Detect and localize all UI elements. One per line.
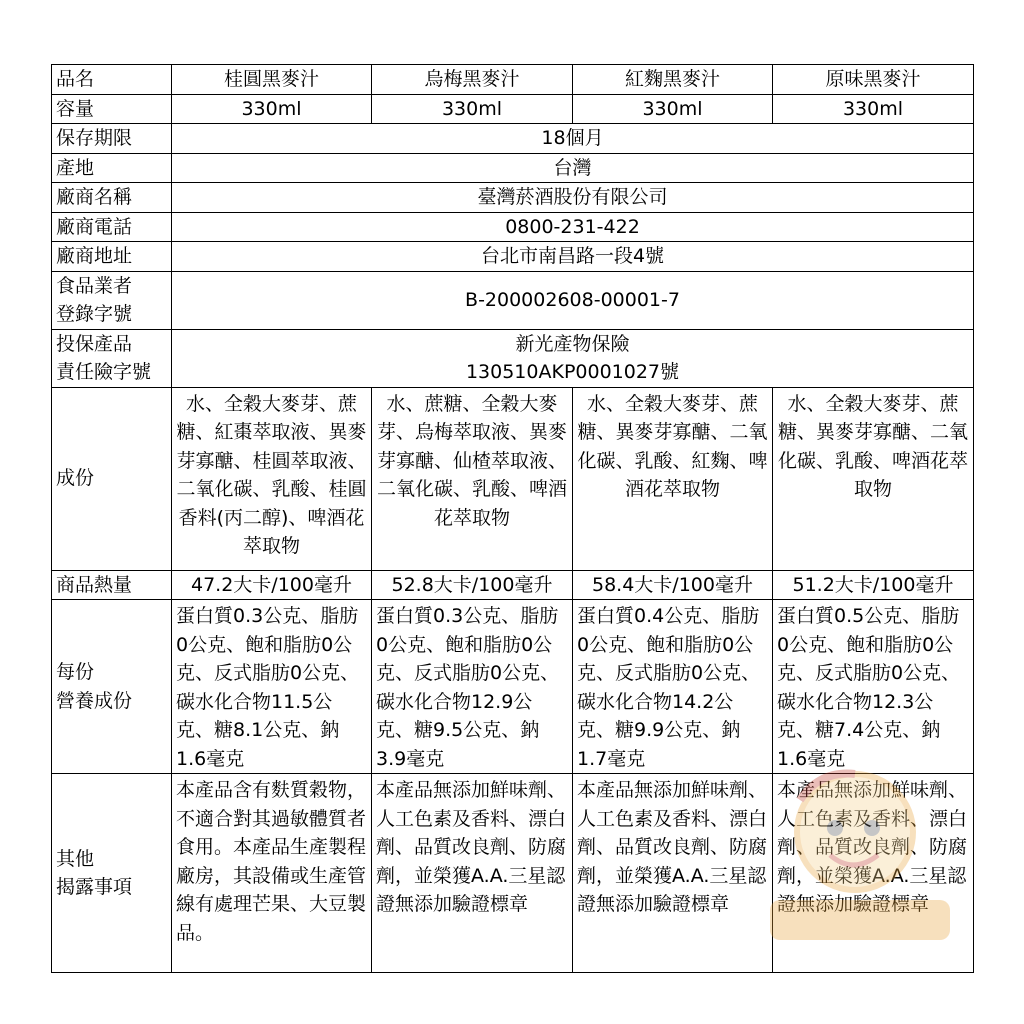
nutrition-value: 蛋白質0.5公克、脂肪0公克、飽和脂肪0公克、反式脂肪0公克、碳水化合物12.3公克、糖7.4公克、鈉1.6毫克 (773, 600, 974, 774)
product-volume: 330ml (773, 94, 974, 124)
ingredients-cell (773, 387, 974, 570)
table-row (52, 153, 974, 183)
calories-value: 58.4大卡/100毫升 (573, 570, 773, 600)
table-row (52, 329, 974, 387)
table-row (52, 124, 974, 154)
product-name: 烏梅黑麥汁 (372, 65, 573, 95)
disclosure-value: 本產品無添加鮮味劑、人工色素及香料、漂白劑、品質改良劑、防腐劑，並榮獲A.A.三星認證無添加驗證標章 (372, 774, 573, 973)
label-phone: 廠商電話 (52, 212, 172, 242)
table-row (52, 65, 974, 95)
calories-value: 52.8大卡/100毫升 (372, 570, 573, 600)
table-row (52, 570, 974, 600)
disclosure-value: 本產品含有麩質穀物，不適合對其過敏體質者食用。本產品生產製程廠房，其設備或生產管線有處理芒果、大豆製品。 (172, 774, 372, 973)
product-name: 原味黑麥汁 (773, 65, 974, 95)
label-address: 廠商地址 (52, 242, 172, 272)
disclosure-value: 本產品無添加鮮味劑、人工色素及香料、漂白劑、品質改良劑、防腐劑，並榮獲A.A.三星認證無添加驗證標章 (773, 774, 974, 973)
calories-value: 47.2大卡/100毫升 (172, 570, 372, 600)
phone-value: 0800-231-422 (172, 212, 974, 242)
table-row (52, 271, 974, 329)
insurance-value (172, 329, 974, 387)
table-row (52, 600, 974, 774)
ingredients-text: 水、全穀大麥芽、蔗糖、異麥芽寡醣、二氧化碳、乳酸、啤酒花萃取物 (777, 392, 968, 500)
label-registration-line2: 登錄字號 (56, 303, 133, 325)
nutrition-value: 蛋白質0.4公克、脂肪0公克、飽和脂肪0公克、反式脂肪0公克、碳水化合物14.2公克、糖9.9公克、鈉1.7毫克 (573, 600, 773, 774)
ingredients-text: 水、全穀大麥芽、蔗糖、紅棗萃取液、異麥芽寡醣、桂圓萃取液、二氧化碳、乳酸、桂圓香料(丙二醇)、啤酒花萃取物 (176, 392, 367, 557)
label-nutrition-line1: 每份 (56, 661, 95, 683)
ingredients-text: 水、全穀大麥芽、蔗糖、異麥芽寡醣、二氧化碳、乳酸、紅麴、啤酒花萃取物 (577, 392, 768, 500)
label-shelf-life: 保存期限 (52, 124, 172, 154)
table-row (52, 94, 974, 124)
insurance-company: 新光產物保險 (515, 332, 630, 355)
label-disclosure (52, 774, 172, 973)
shelf-life-value: 18個月 (172, 124, 974, 154)
label-disclosure-line2: 揭露事項 (56, 876, 133, 898)
label-calories: 商品熱量 (52, 570, 172, 600)
label-insurance-line1: 投保產品 (56, 332, 133, 355)
table-row (52, 212, 974, 242)
product-volume: 330ml (573, 94, 773, 124)
origin-value: 台灣 (172, 153, 974, 183)
label-registration-line1: 食品業者 (56, 274, 133, 297)
table-row (52, 183, 974, 213)
disclosure-value: 本產品無添加鮮味劑、人工色素及香料、漂白劑、品質改良劑、防腐劑，並榮獲A.A.三星認證無添加驗證標章 (573, 774, 773, 973)
product-name: 紅麴黑麥汁 (573, 65, 773, 95)
ingredients-cell (372, 387, 573, 570)
ingredients-cell (172, 387, 372, 570)
ingredients-cell (573, 387, 773, 570)
label-ingredients: 成份 (52, 387, 172, 570)
product-name: 桂圓黑麥汁 (172, 65, 372, 95)
label-company: 廠商名稱 (52, 183, 172, 213)
table-row (52, 774, 974, 973)
calories-value: 51.2大卡/100毫升 (773, 570, 974, 600)
label-origin: 產地 (52, 153, 172, 183)
label-nutrition (52, 600, 172, 774)
label-insurance-line2: 責任險字號 (56, 361, 152, 383)
product-info-table (51, 64, 974, 973)
label-registration (52, 271, 172, 329)
label-volume: 容量 (52, 94, 172, 124)
label-disclosure-line1: 其他 (56, 847, 95, 870)
product-volume: 330ml (372, 94, 573, 124)
label-insurance (52, 329, 172, 387)
table-row (52, 387, 974, 570)
ingredients-text: 水、蔗糖、全穀大麥芽、烏梅萃取液、異麥芽寡醣、仙楂萃取液、二氧化碳、乳酸、啤酒花萃取物 (376, 392, 567, 529)
registration-value: B-200002608-00001-7 (172, 271, 974, 329)
nutrition-value: 蛋白質0.3公克、脂肪0公克、飽和脂肪0公克、反式脂肪0公克、碳水化合物11.5公克、糖8.1公克、鈉1.6毫克 (172, 600, 372, 774)
address-value: 台北市南昌路一段4號 (172, 242, 974, 272)
table-row (52, 242, 974, 272)
product-volume: 330ml (172, 94, 372, 124)
company-value: 臺灣菸酒股份有限公司 (172, 183, 974, 213)
insurance-number: 130510AKP0001027號 (465, 361, 680, 383)
label-nutrition-line2: 營養成份 (56, 689, 133, 712)
nutrition-value: 蛋白質0.3公克、脂肪0公克、飽和脂肪0公克、反式脂肪0公克、碳水化合物12.9公克、糖9.5公克、鈉3.9毫克 (372, 600, 573, 774)
label-name: 品名 (52, 65, 172, 95)
